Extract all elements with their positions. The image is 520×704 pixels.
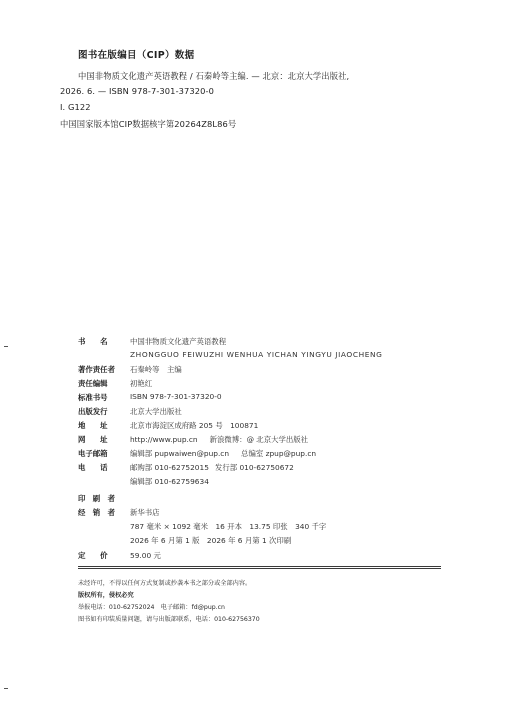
phone-editorial: 编辑部 010-62759634	[130, 477, 209, 486]
address-value: 北京市海淀区成府路 205 号 100871	[130, 421, 259, 430]
cip-line-3: Ⅰ. G122	[60, 102, 91, 112]
book-title-value: 中国非物质文化遗产英语教程	[130, 337, 227, 346]
isbn-label: 标准书号	[78, 393, 108, 402]
divider	[78, 566, 441, 567]
quality-contact: 图书如有印装质量问题，请与出版部联系，电话：010-62756370	[78, 616, 260, 623]
author-label: 著作责任者	[78, 365, 115, 374]
price-value: 59.00 元	[130, 551, 161, 560]
website-label: 网 址	[78, 435, 108, 444]
edition-value: 2026 年 6 月第 1 版 2026 年 6 月第 1 次印刷	[130, 536, 292, 545]
editor-value: 初艳红	[130, 379, 153, 388]
book-title-label: 书 名	[78, 337, 108, 346]
phone-distribution: 发行部 010-62750672	[214, 463, 294, 472]
format-value: 787 毫米 × 1092 毫米 16 开本 13.75 印张 340 千字	[130, 522, 327, 531]
website-url[interactable]: http://www.pup.cn	[130, 435, 198, 444]
printer-label: 印 刷 者	[78, 494, 115, 503]
margin-mark	[4, 346, 8, 347]
editor-label: 责任编辑	[78, 379, 108, 388]
margin-mark	[4, 688, 8, 689]
phone-label: 电 话	[78, 463, 108, 472]
publisher-value: 北京大学出版社	[130, 407, 182, 416]
cip-line-1: 中国非物质文化遗产英语教程 / 石秦岭等主编. — 北京：北京大学出版社,	[78, 71, 350, 81]
author-value: 石秦岭等 主编	[130, 365, 182, 374]
publisher-label: 出版发行	[78, 407, 108, 416]
book-pinyin-value: ZHONGGUO FEIWUZHI WENHUA YICHAN YINGYU JIAOCHENG	[130, 350, 383, 359]
address-label: 地 址	[78, 421, 108, 430]
price-label: 定 价	[78, 551, 108, 560]
cip-title: 图书在版编目（CIP）数据	[78, 50, 195, 61]
weibo-handle: 新浪微博：@ 北京大学出版社	[209, 435, 309, 444]
cip-line-4: 中国国家版本馆CIP数据核字第20264Z8L86号	[60, 119, 237, 129]
phone-sales: 邮购部 010-62752015	[130, 463, 209, 472]
email-value	[130, 448, 316, 459]
rights-reserved: 版权所有，侵权必究	[78, 592, 134, 599]
seller-label: 经 销 者	[78, 508, 115, 517]
seller-value: 新华书店	[130, 508, 160, 517]
email-label: 电子邮箱	[78, 449, 108, 458]
email-editorial[interactable]: 编辑部 pupwaiwen@pup.cn	[130, 449, 230, 458]
copyright-notice: 未经许可，不得以任何方式复制或抄袭本书之部分或全部内容。	[78, 580, 252, 587]
report-contact: 举报电话：010-62752024 电子邮箱：fd@pup.cn	[78, 604, 225, 611]
website-value	[130, 434, 308, 445]
email-general[interactable]: 总编室 zpup@pup.cn	[241, 449, 317, 458]
isbn-value: ISBN 978-7-301-37320-0	[130, 392, 222, 401]
phone-value	[130, 462, 294, 473]
cip-line-2: 2026. 6. — ISBN 978-7-301-37320-0	[60, 86, 215, 96]
divider	[78, 568, 441, 569]
